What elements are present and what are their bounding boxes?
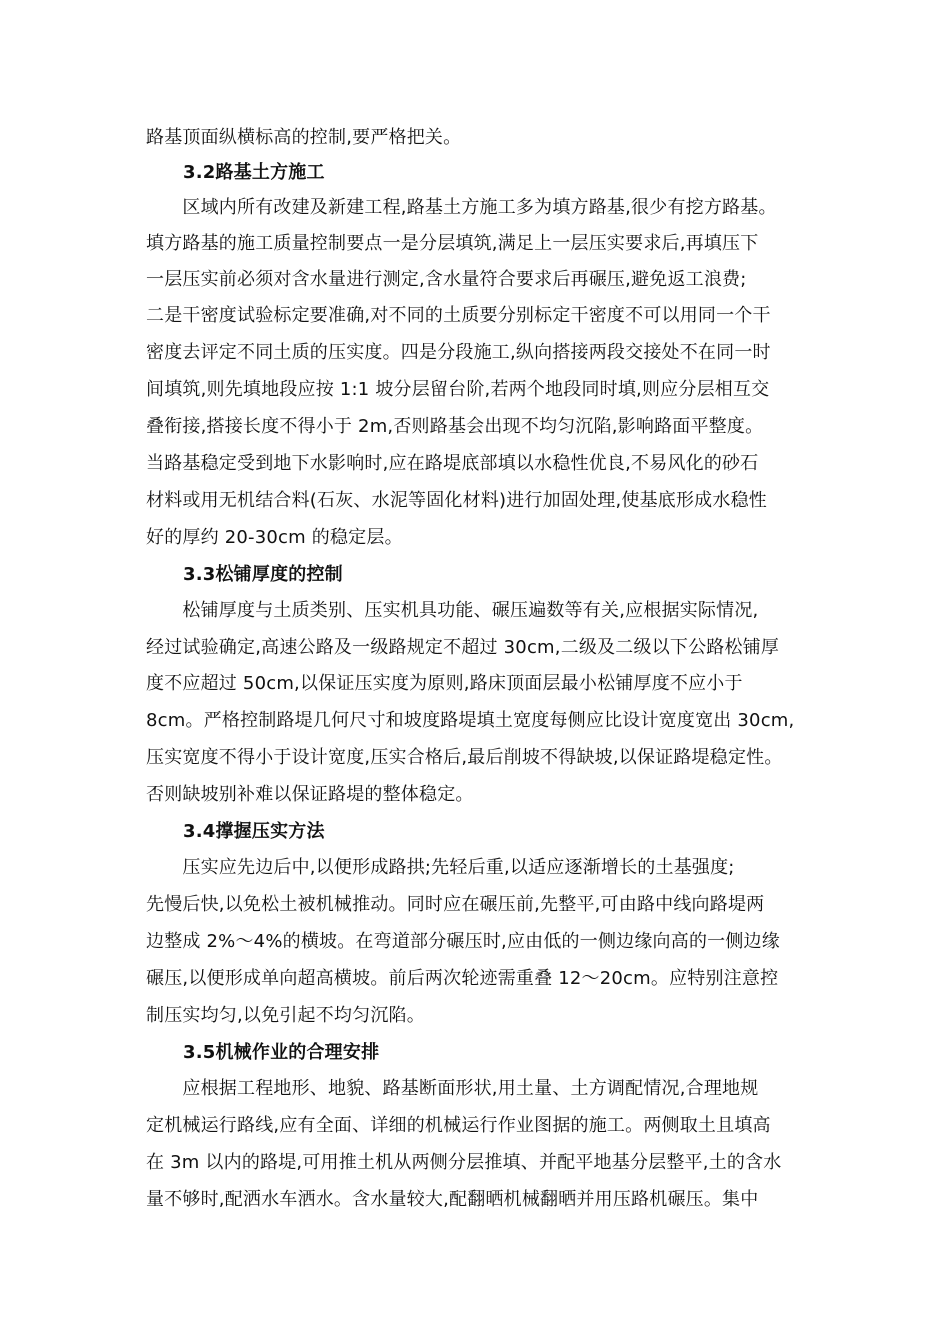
paragraph-line: 度不应超过 50cm,以保证压实度为原则,路床顶面层最小松铺厚度不应小于 (146, 673, 743, 694)
paragraph-line: 密度去评定不同土质的压实度。四是分段施工,纵向搭接两段交接处不在同一时 (146, 342, 771, 363)
paragraph-line: 制压实均匀,以免引起不均匀沉陷。 (146, 1005, 425, 1026)
paragraph-line: 压实应先边后中,以便形成路拱;先轻后重,以适应逐渐增长的土基强度; (146, 857, 735, 878)
paragraph-line: 量不够时,配洒水车洒水。含水量较大,配翻晒机械翻晒并用压路机碾压。集中 (146, 1189, 759, 1210)
paragraph-line: 当路基稳定受到地下水影响时,应在路堤底部填以水稳性优良,不易风化的砂石 (146, 453, 759, 474)
paragraph-line: 材料或用无机结合料(石灰、水泥等固化材料)进行加固处理,使基底形成水稳性 (146, 490, 767, 511)
paragraph-line: 松铺厚度与土质类别、压实机具功能、碾压遍数等有关,应根据实际情况, (146, 600, 759, 621)
paragraph-line: 二是干密度试验标定要准确,对不同的土质要分别标定干密度不可以用同一个干 (146, 305, 771, 326)
paragraph-line: 应根据工程地形、地貌、路基断面形状,用土量、土方调配情况,合理地规 (146, 1078, 759, 1099)
paragraph-line: 填方路基的施工质量控制要点一是分层填筑,满足上一层压实要求后,再填压下 (146, 233, 759, 254)
paragraph-line: 区域内所有改建及新建工程,路基土方施工多为填方路基,很少有挖方路基。 (146, 197, 777, 218)
paragraph-line: 叠衔接,搭接长度不得小于 2m,否则路基会出现不均匀沉陷,影响路面平整度。 (146, 416, 764, 437)
paragraph-line: 否则缺坡别补难以保证路堤的整体稳定。 (146, 784, 474, 805)
paragraph-line: 间填筑,则先填地段应按 1:1 坡分层留台阶,若两个地段同时填,则应分层相互交 (146, 379, 770, 400)
section-heading-3-3: 3.3松铺厚度的控制 (183, 564, 343, 585)
paragraph-line: 碾压,以便形成单向超高横坡。前后两次轮迹需重叠 12～20cm。应特别注意控 (146, 968, 779, 989)
paragraph-line: 压实宽度不得小于设计宽度,压实合格后,最后削坡不得缺坡,以保证路堤稳定性。 (146, 747, 783, 768)
paragraph-line: 在 3m 以内的路堤,可用推土机从两侧分层推填、并配平地基分层整平,土的含水 (146, 1152, 782, 1173)
paragraph-line: 8cm。严格控制路堤几何尺寸和坡度路堤填土宽度每侧应比设计宽度宽出 30cm, (146, 710, 795, 731)
paragraph-line: 路基顶面纵横标高的控制,要严格把关。 (146, 127, 462, 148)
paragraph-line: 好的厚约 20-30cm 的稳定层。 (146, 527, 403, 548)
paragraph-line: 先慢后快,以免松土被机械推动。同时应在碾压前,先整平,可由路中线向路堤两 (146, 894, 765, 915)
section-heading-3-2: 3.2路基土方施工 (183, 162, 325, 183)
paragraph-line: 定机械运行路线,应有全面、详细的机械运行作业图据的施工。两侧取土且填高 (146, 1115, 771, 1136)
paragraph-line: 经过试验确定,高速公路及一级路规定不超过 30cm,二级及二级以下公路松铺厚 (146, 637, 780, 658)
paragraph-line: 边整成 2%～4%的横坡。在弯道部分碾压时,应由低的一侧边缘向高的一侧边缘 (146, 931, 780, 952)
section-heading-3-4: 3.4撑握压实方法 (183, 821, 325, 842)
section-heading-3-5: 3.5机械作业的合理安排 (183, 1042, 380, 1063)
paragraph-line: 一层压实前必须对含水量进行测定,含水量符合要求后再碾压,避免返工浪费; (146, 269, 747, 290)
